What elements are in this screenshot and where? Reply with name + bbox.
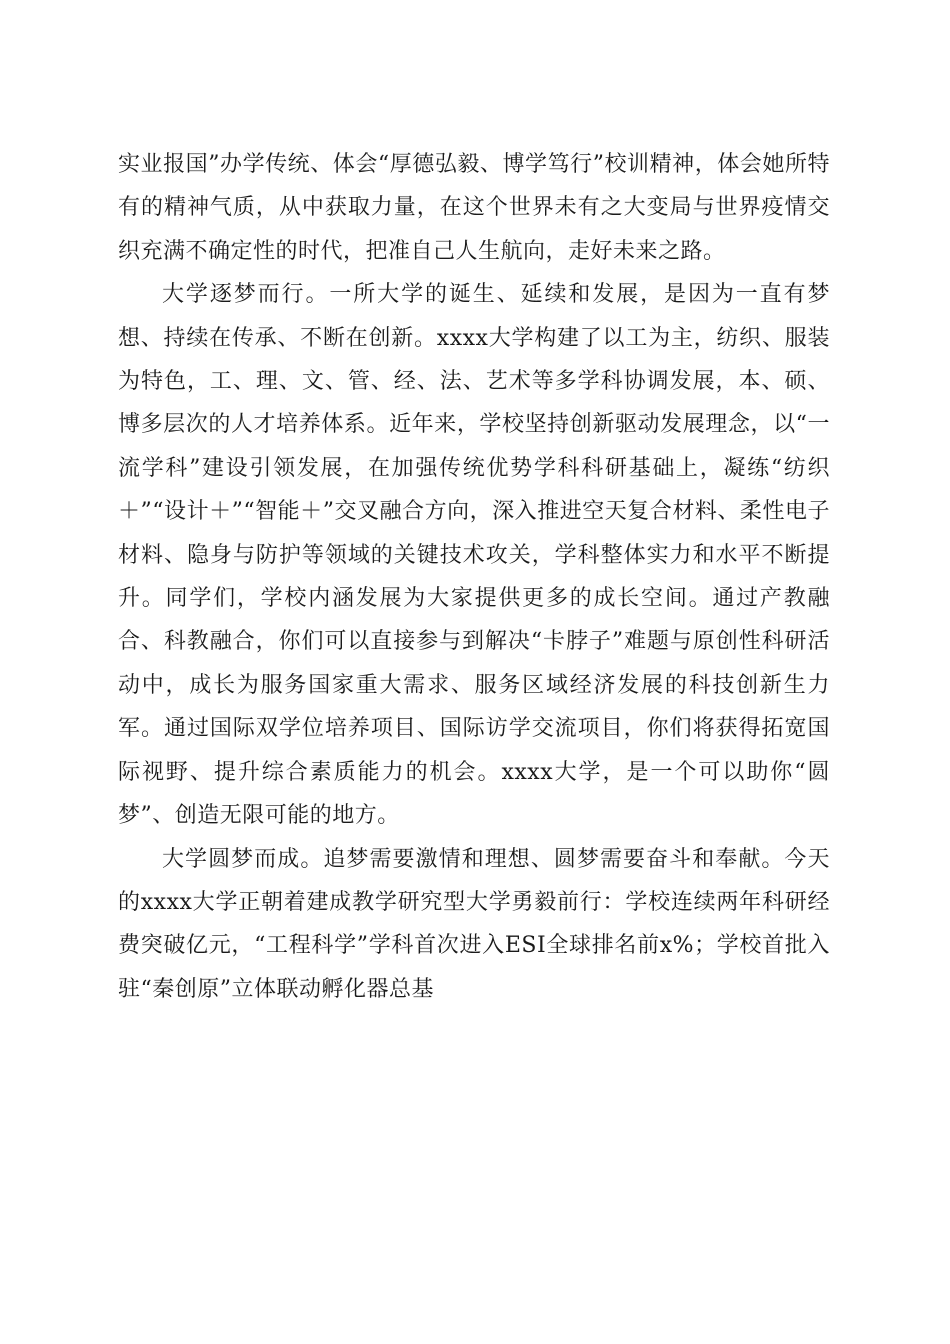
document-body [118, 143, 830, 1011]
paragraph-continuation: 实业报国”办学传统、体会“厚德弘毅、博学笃行”校训精神，体会她所特有的精神气质，从中获取力量，在这个世界未有之大变局与世界疫情交织充满不确定性的时代，把准自己人生航向，走好未来之路。 [118, 152, 830, 264]
paragraph-pursuing-dream: 大学逐梦而行。一所大学的诞生、延续和发展，是因为一直有梦想、持续在传承、不断在创新。xxxx大学构建了以工为主，纺织、服装为特色，工、理、文、管、经、法、艺术等多学科协调发展，本、硕、博多层次的人才培养体系。近年来，学校坚持创新驱动发展理念，以“一流学科”建设引领发展，在加强传统优势学科科研基础上，凝练“纺织＋”“设计＋”“智能＋”交叉融合方向，深入推进空天复合材料、柔性电子材料、隐身与防护等领域的关键技术攻关，学科整体实力和水平不断提升。同学们，学校内涵发展为大家提供更多的成长空间。通过产教融合、科教融合，你们可以直接参与到解决“卡脖子”难题与原创性科研活动中，成长为服务国家重大需求、服务区域经济发展的科技创新生力军。通过国际双学位培养项目、国际访学交流项目，你们将获得拓宽国际视野、提升综合素质能力的机会。xxxx大学，是一个可以助你“圆梦”、创造无限可能的地方。 [118, 282, 830, 829]
paragraph-fulfilling-dream: 大学圆梦而成。追梦需要激情和理想、圆梦需要奋斗和奉献。今天的xxxx大学正朝着建成教学研究型大学勇毅前行：学校连续两年科研经费突破亿元，“工程科学”学科首次进入ESI全球排名前x%；学校首批入驻“秦创原”立体联动孵化器总基 [118, 846, 830, 1002]
